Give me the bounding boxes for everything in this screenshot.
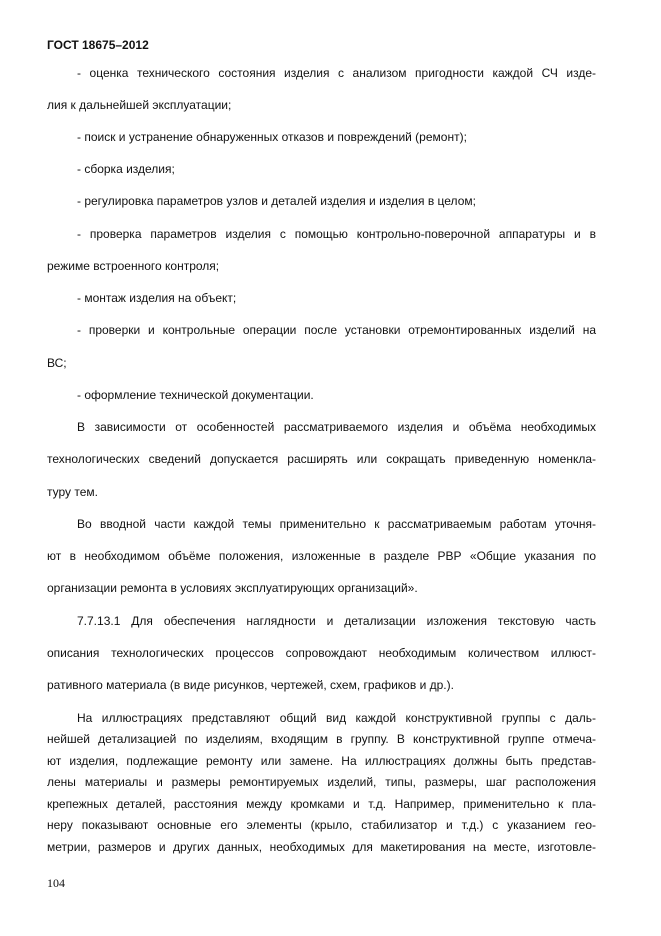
- text-line: Во вводной части каждой темы применительно к рассматриваемым работам уточня-: [77, 517, 596, 531]
- text-line: лены материалы и размеры ремонтируемых изделий, типы, размеры, шаг расположения: [47, 775, 596, 789]
- text-line: На иллюстрациях представляют общий вид каждой конструктивной группы с даль-: [77, 711, 596, 725]
- text-line: описания технологических процессов сопровождают необходимым количеством иллюст-: [47, 646, 596, 660]
- text-line: - проверки и контрольные операции после установки отремонтированных изделий на: [77, 323, 596, 337]
- text-line: неру показывают основные его элементы (крыло, стабилизатор и т.д.) с указанием гео-: [47, 818, 596, 832]
- text-line: метрии, размеров и других данных, необходимых для макетирования на месте, изготовле-: [47, 840, 596, 854]
- text-line: режиме встроенного контроля;: [47, 259, 220, 273]
- text-line: ративного материала (в виде рисунков, чертежей, схем, графиков и др.).: [47, 678, 454, 692]
- text-line: - монтаж изделия на объект;: [77, 291, 237, 305]
- text-line: крепежных деталей, расстояния между кромками и т.д. Например, применительно к пла-: [47, 797, 596, 811]
- text-line: ют в необходимом объёме положения, изложенные в разделе РВР «Общие указания по: [47, 549, 596, 563]
- text-line: - оценка технического состояния изделия с анализом пригодности каждой СЧ изде-: [77, 66, 596, 80]
- text-line: - проверка параметров изделия с помощью контрольно-поверочной аппаратуры и в: [77, 227, 596, 241]
- text-line: В зависимости от особенностей рассматриваемого изделия и объёма необходимых: [77, 420, 596, 434]
- text-line: - оформление технической документации.: [77, 388, 314, 402]
- page-number: 104: [47, 876, 65, 890]
- text-line: - поиск и устранение обнаруженных отказов и повреждений (ремонт);: [77, 130, 467, 144]
- text-line: туру тем.: [47, 485, 98, 499]
- text-line: ВС;: [47, 356, 67, 370]
- text-line: ют изделия, подлежащие ремонту или замене. На иллюстрациях должны быть представ-: [47, 754, 596, 768]
- text-line: - регулировка параметров узлов и деталей изделия и изделия в целом;: [77, 194, 476, 208]
- text-line: - сборка изделия;: [77, 162, 175, 176]
- text-line: организации ремонта в условиях эксплуатирующих организаций».: [47, 581, 418, 595]
- text-line: лия к дальнейшей эксплуатации;: [47, 98, 232, 112]
- text-line: нейшей детализацией по изделиям, входящим в группу. В конструктивной группе отмеча-: [47, 732, 596, 746]
- text-line: 7.7.13.1 Для обеспечения наглядности и детализации изложения текстовую часть: [77, 614, 596, 628]
- text-line: технологических сведений допускается расширять или сокращать приведенную номенкла-: [47, 452, 596, 466]
- document-header: ГОСТ 18675–2012: [47, 38, 149, 52]
